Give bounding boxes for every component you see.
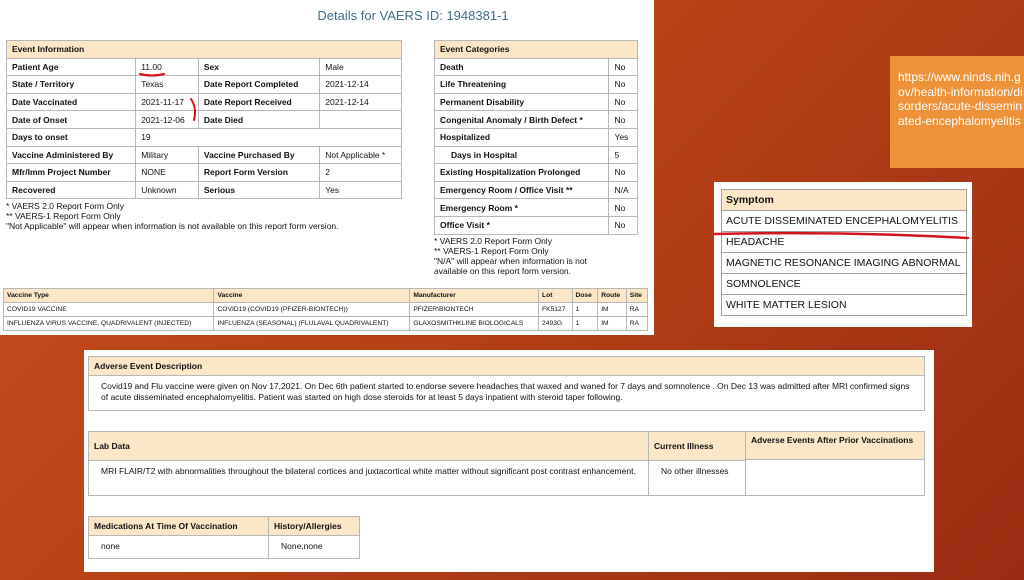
- event-categories-notes: * VAERS 2.0 Report Form Only ** VAERS-1 Report Form Only "N/A" will appear when information is not available on this report form version.: [434, 236, 587, 276]
- history-allergies-section: [268, 516, 360, 559]
- prior-adverse-events-text: [746, 460, 924, 470]
- table-row: ACUTE DISSEMINATED ENCEPHALOMYELITIS: [722, 211, 967, 232]
- table-row: HEADACHE: [722, 232, 967, 253]
- lab-data-section: [88, 431, 649, 496]
- lab-data-text: MRI FLAIR/T2 with abnormalities throughout the bilateral cortices and juxtacortical white matter without significant post contrast enhancement.: [101, 466, 636, 476]
- vaers-top-panel: [0, 0, 654, 335]
- patient-age-value: 11.00: [136, 58, 199, 76]
- event-information-header: Event Information: [7, 41, 402, 59]
- table-row: Life Threatening No: [435, 76, 638, 94]
- table-row: INFLUENZA VIRUS VACCINE, QUADRIVALENT (INJECTED) INFLUENZA (SEASONAL) (FLULAVAL QUADRIVALENT) GLAXOSMITHKLINE BIOLOGICALS 2493G 1 IM RA: [4, 317, 648, 331]
- event-information-notes: * VAERS 2.0 Report Form Only ** VAERS-1 Report Form Only "Not Applicable" will appear when information is not available on this report form version.: [6, 201, 339, 231]
- vaccine-table: Vaccine Type Vaccine Manufacturer Lot Dose Route Site COVID19 VACCINE COVID19 (COVID19 (PFIZER-BIONTECH)) PFIZER\BIONTECH FK5127 1 IM RA INFLUENZA VIRUS VACCINE, QUADRIVALENT (INJECTED) INFLUENZA (SEASONAL) (FLULAVAL QUADRIVALENT) GLAXOSMITHKLINE BIOLOGICALS 2493G 1 IM RA: [3, 288, 648, 331]
- table-row: Date of Onset 2021-12-06 Date Died: [7, 111, 402, 129]
- current-illness-text: No other illnesses: [661, 466, 729, 476]
- date-bracket: [191, 99, 195, 120]
- symptom-header: Symptom: [722, 190, 967, 211]
- page-title: Details for VAERS ID: 1948381-1: [317, 8, 509, 23]
- table-row: Vaccine Administered By Military Vaccine Purchased By Not Applicable *: [7, 146, 402, 164]
- table-row: Date Vaccinated 2021-11-17 Date Report Received 2021-12-14: [7, 93, 402, 111]
- table-row: Recovered Unknown Serious Yes: [7, 181, 402, 199]
- table-row: Days in Hospital 5: [435, 146, 638, 164]
- adverse-event-text: Covid19 and Flu vaccine were given on Nov 17,2021. On Dec 6th patient started to endorse severe headaches that waxed and waned for 7 days and somnolence . On Dec 13 was admitted after MRI confirmed signs of acute disseminated encephalomyelitis. Patient was started on high dose steroids for at least 5 days inpatient with steroid taper following.: [101, 381, 910, 402]
- table-row: Existing Hospitalization Prolonged No: [435, 164, 638, 182]
- medications-section: [88, 516, 269, 559]
- symptom-table: [721, 189, 967, 316]
- prior-adverse-events-header: Adverse Events After Prior Vaccinations: [746, 432, 924, 460]
- table-row: Death No: [435, 58, 638, 76]
- table-row: SOMNOLENCE: [722, 274, 967, 295]
- history-allergies-header: History/Allergies: [269, 517, 359, 536]
- table-row: COVID19 VACCINE COVID19 (COVID19 (PFIZER-BIONTECH)) PFIZER\BIONTECH FK5127 1 IM RA: [4, 303, 648, 317]
- age-underline: [140, 74, 164, 76]
- adverse-event-header: Adverse Event Description: [89, 357, 924, 376]
- table-row: Emergency Room * No: [435, 199, 638, 217]
- table-row: Days to onset 19: [7, 128, 402, 146]
- table-row: Patient Age 11.00 Sex Male: [7, 58, 402, 76]
- current-illness-section: [648, 431, 746, 496]
- symptom-underline-mark: [712, 228, 974, 242]
- table-row: WHITE MATTER LESION: [722, 295, 967, 316]
- table-row: Permanent Disability No: [435, 93, 638, 111]
- annotation-marks: [0, 0, 654, 335]
- medications-header: Medications At Time Of Vaccination: [89, 517, 268, 536]
- prior-adverse-events-section: [745, 431, 925, 496]
- table-row: MAGNETIC RESONANCE IMAGING ABNORMAL: [722, 253, 967, 274]
- table-row: Office Visit * No: [435, 216, 638, 234]
- table-row: State / Territory Texas Date Report Completed 2021-12-14: [7, 76, 402, 94]
- vaers-bottom-panel: [84, 350, 934, 572]
- table-row: Mfr/Imm Project Number NONE Report Form Version 2: [7, 164, 402, 182]
- history-allergies-value: None,none: [281, 541, 323, 551]
- lab-data-header: Lab Data: [89, 432, 648, 461]
- table-row: Emergency Room / Office Visit ** N/A: [435, 181, 638, 199]
- table-row: Congenital Anomaly / Birth Defect * No: [435, 111, 638, 129]
- symptom-panel: [714, 182, 972, 327]
- event-categories-header: Event Categories: [435, 41, 638, 59]
- table-row: Hospitalized Yes: [435, 128, 638, 146]
- reference-link-note: https://www.ninds.nih.gov/health-information/disorders/acute-disseminated-encephalomyelitis: [890, 56, 1024, 168]
- medications-value: none: [101, 541, 120, 551]
- adverse-event-section: [88, 356, 925, 411]
- current-illness-header: Current Illness: [649, 432, 745, 461]
